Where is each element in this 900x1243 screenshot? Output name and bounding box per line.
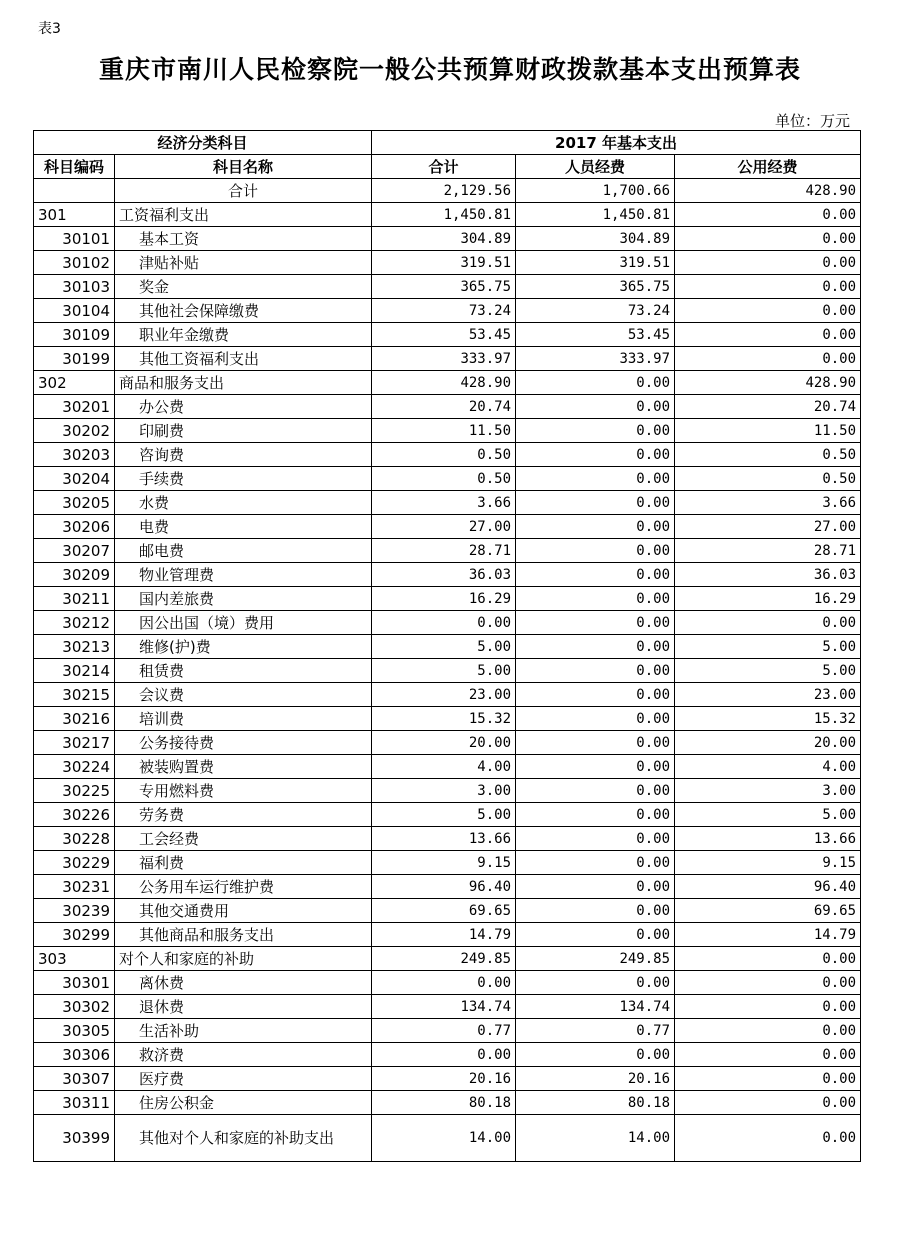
cell-total: 28.71 — [372, 539, 516, 563]
cell-personnel-funds: 0.00 — [516, 683, 675, 707]
cell-subject-name: 培训费 — [115, 707, 372, 731]
table-row — [34, 419, 861, 443]
table-row — [34, 611, 861, 635]
table-row — [34, 1115, 861, 1162]
table-row — [34, 923, 861, 947]
table-row — [34, 275, 861, 299]
cell-public-funds: 428.90 — [675, 371, 861, 395]
cell-subject-name: 生活补助 — [115, 1019, 372, 1043]
cell-subject-code: 30101 — [34, 227, 115, 251]
cell-public-funds: 15.32 — [675, 707, 861, 731]
cell-public-funds: 0.50 — [675, 467, 861, 491]
cell-public-funds: 27.00 — [675, 515, 861, 539]
cell-total: 5.00 — [372, 803, 516, 827]
cell-personnel-funds: 0.00 — [516, 731, 675, 755]
cell-total: 20.74 — [372, 395, 516, 419]
cell-subject-name: 合计 — [115, 179, 372, 203]
table-row — [34, 395, 861, 419]
table-row — [34, 323, 861, 347]
table-row — [34, 251, 861, 275]
cell-public-funds: 0.00 — [675, 227, 861, 251]
cell-subject-code: 30215 — [34, 683, 115, 707]
cell-public-funds: 9.15 — [675, 851, 861, 875]
table-row — [34, 707, 861, 731]
cell-personnel-funds: 0.00 — [516, 443, 675, 467]
cell-subject-name: 手续费 — [115, 467, 372, 491]
cell-personnel-funds: 134.74 — [516, 995, 675, 1019]
cell-subject-name: 对个人和家庭的补助 — [115, 947, 372, 971]
cell-total: 3.00 — [372, 779, 516, 803]
cell-personnel-funds: 0.00 — [516, 923, 675, 947]
cell-personnel-funds: 0.00 — [516, 1043, 675, 1067]
cell-subject-code: 30226 — [34, 803, 115, 827]
table-row — [34, 587, 861, 611]
cell-subject-code: 30102 — [34, 251, 115, 275]
cell-total: 0.50 — [372, 443, 516, 467]
cell-public-funds: 3.00 — [675, 779, 861, 803]
table-row — [34, 299, 861, 323]
cell-total: 2,129.56 — [372, 179, 516, 203]
cell-personnel-funds: 53.45 — [516, 323, 675, 347]
cell-subject-code: 30224 — [34, 755, 115, 779]
cell-subject-name: 因公出国（境）费用 — [115, 611, 372, 635]
cell-subject-name: 租赁费 — [115, 659, 372, 683]
header-personnel-funds: 人员经费 — [516, 155, 675, 179]
cell-total: 53.45 — [372, 323, 516, 347]
cell-public-funds: 0.00 — [675, 971, 861, 995]
cell-personnel-funds: 0.00 — [516, 971, 675, 995]
header-row-group — [34, 131, 861, 155]
table-row — [34, 539, 861, 563]
cell-public-funds: 3.66 — [675, 491, 861, 515]
cell-total: 73.24 — [372, 299, 516, 323]
cell-personnel-funds: 0.00 — [516, 563, 675, 587]
table-row — [34, 443, 861, 467]
table-row — [34, 347, 861, 371]
cell-total: 333.97 — [372, 347, 516, 371]
cell-subject-name: 商品和服务支出 — [115, 371, 372, 395]
cell-public-funds: 4.00 — [675, 755, 861, 779]
cell-personnel-funds: 249.85 — [516, 947, 675, 971]
cell-subject-code: 302 — [34, 371, 115, 395]
cell-total: 0.00 — [372, 971, 516, 995]
cell-total: 13.66 — [372, 827, 516, 851]
cell-subject-name: 职业年金缴费 — [115, 323, 372, 347]
cell-personnel-funds: 319.51 — [516, 251, 675, 275]
cell-subject-name: 电费 — [115, 515, 372, 539]
cell-personnel-funds: 20.16 — [516, 1067, 675, 1091]
table-row — [34, 635, 861, 659]
cell-subject-code: 30209 — [34, 563, 115, 587]
cell-public-funds: 0.00 — [675, 947, 861, 971]
cell-personnel-funds: 0.00 — [516, 803, 675, 827]
header-basic-expenditure: 2017 年基本支出 — [372, 131, 861, 155]
cell-subject-name: 退休费 — [115, 995, 372, 1019]
table-row — [34, 995, 861, 1019]
table-row — [34, 875, 861, 899]
table-row — [34, 371, 861, 395]
cell-total: 9.15 — [372, 851, 516, 875]
table-body — [34, 179, 861, 1162]
cell-subject-name: 办公费 — [115, 395, 372, 419]
cell-subject-code: 30217 — [34, 731, 115, 755]
cell-subject-name: 咨询费 — [115, 443, 372, 467]
table-row — [34, 899, 861, 923]
table-row — [34, 683, 861, 707]
table-row — [34, 227, 861, 251]
cell-total: 27.00 — [372, 515, 516, 539]
cell-public-funds: 5.00 — [675, 635, 861, 659]
table-row — [34, 803, 861, 827]
cell-subject-name: 奖金 — [115, 275, 372, 299]
cell-subject-code: 30214 — [34, 659, 115, 683]
cell-subject-name: 福利费 — [115, 851, 372, 875]
table-row — [34, 491, 861, 515]
table-row — [34, 659, 861, 683]
cell-public-funds: 428.90 — [675, 179, 861, 203]
cell-subject-code: 30299 — [34, 923, 115, 947]
cell-total: 319.51 — [372, 251, 516, 275]
cell-public-funds: 11.50 — [675, 419, 861, 443]
cell-subject-code: 30239 — [34, 899, 115, 923]
cell-personnel-funds: 0.00 — [516, 659, 675, 683]
cell-subject-name: 其他对个人和家庭的补助支出 — [115, 1115, 372, 1162]
cell-public-funds: 13.66 — [675, 827, 861, 851]
cell-total: 5.00 — [372, 635, 516, 659]
cell-total: 3.66 — [372, 491, 516, 515]
cell-total: 0.00 — [372, 1043, 516, 1067]
cell-personnel-funds: 0.00 — [516, 539, 675, 563]
cell-personnel-funds: 304.89 — [516, 227, 675, 251]
cell-personnel-funds: 14.00 — [516, 1115, 675, 1162]
cell-public-funds: 0.00 — [675, 203, 861, 227]
table-row — [34, 851, 861, 875]
cell-public-funds: 0.00 — [675, 1115, 861, 1162]
cell-subject-name: 医疗费 — [115, 1067, 372, 1091]
cell-total: 16.29 — [372, 587, 516, 611]
cell-total: 0.50 — [372, 467, 516, 491]
cell-public-funds: 0.00 — [675, 995, 861, 1019]
cell-personnel-funds: 0.77 — [516, 1019, 675, 1043]
cell-subject-name: 维修(护)费 — [115, 635, 372, 659]
cell-public-funds: 0.00 — [675, 251, 861, 275]
cell-public-funds: 14.79 — [675, 923, 861, 947]
cell-public-funds: 0.00 — [675, 275, 861, 299]
cell-subject-name: 住房公积金 — [115, 1091, 372, 1115]
cell-public-funds: 0.00 — [675, 1019, 861, 1043]
cell-subject-name: 基本工资 — [115, 227, 372, 251]
table-row — [34, 779, 861, 803]
cell-personnel-funds: 0.00 — [516, 515, 675, 539]
cell-personnel-funds: 0.00 — [516, 707, 675, 731]
cell-personnel-funds: 0.00 — [516, 875, 675, 899]
cell-subject-name: 会议费 — [115, 683, 372, 707]
cell-public-funds: 28.71 — [675, 539, 861, 563]
table-row — [34, 1067, 861, 1091]
cell-total: 14.00 — [372, 1115, 516, 1162]
cell-subject-code: 303 — [34, 947, 115, 971]
cell-total: 428.90 — [372, 371, 516, 395]
cell-subject-name: 公务用车运行维护费 — [115, 875, 372, 899]
table-row — [34, 467, 861, 491]
cell-public-funds: 0.00 — [675, 347, 861, 371]
cell-subject-code: 30302 — [34, 995, 115, 1019]
cell-subject-name: 国内差旅费 — [115, 587, 372, 611]
header-subject-name: 科目名称 — [115, 155, 372, 179]
cell-subject-code: 30216 — [34, 707, 115, 731]
header-public-funds: 公用经费 — [675, 155, 861, 179]
cell-public-funds: 20.00 — [675, 731, 861, 755]
table-row — [34, 179, 861, 203]
cell-public-funds: 0.00 — [675, 299, 861, 323]
table-header — [34, 131, 861, 179]
table-row — [34, 971, 861, 995]
cell-subject-name: 救济费 — [115, 1043, 372, 1067]
cell-total: 20.16 — [372, 1067, 516, 1091]
cell-total: 96.40 — [372, 875, 516, 899]
cell-total: 5.00 — [372, 659, 516, 683]
cell-subject-code: 30228 — [34, 827, 115, 851]
cell-subject-code: 30231 — [34, 875, 115, 899]
cell-subject-code: 30213 — [34, 635, 115, 659]
cell-public-funds: 23.00 — [675, 683, 861, 707]
header-total: 合计 — [372, 155, 516, 179]
cell-personnel-funds: 1,450.81 — [516, 203, 675, 227]
document-title: 重庆市南川人民检察院一般公共预算财政拨款基本支出预算表 — [98, 55, 801, 84]
cell-subject-code: 30306 — [34, 1043, 115, 1067]
header-economic-category: 经济分类科目 — [34, 131, 372, 155]
cell-total: 0.00 — [372, 611, 516, 635]
cell-total: 14.79 — [372, 923, 516, 947]
cell-personnel-funds: 80.18 — [516, 1091, 675, 1115]
cell-subject-code: 30301 — [34, 971, 115, 995]
cell-public-funds: 0.00 — [675, 323, 861, 347]
cell-total: 80.18 — [372, 1091, 516, 1115]
cell-subject-code: 30225 — [34, 779, 115, 803]
cell-subject-code: 30207 — [34, 539, 115, 563]
cell-subject-name: 水费 — [115, 491, 372, 515]
table-row — [34, 203, 861, 227]
cell-subject-name: 其他交通费用 — [115, 899, 372, 923]
cell-public-funds: 0.50 — [675, 443, 861, 467]
cell-subject-code: 30103 — [34, 275, 115, 299]
table-label: 表3 — [38, 21, 61, 37]
header-subject-code: 科目编码 — [34, 155, 115, 179]
cell-personnel-funds: 0.00 — [516, 371, 675, 395]
budget-table — [33, 130, 861, 1162]
cell-subject-name: 工资福利支出 — [115, 203, 372, 227]
cell-public-funds: 0.00 — [675, 1043, 861, 1067]
table-row — [34, 1043, 861, 1067]
cell-subject-name: 工会经费 — [115, 827, 372, 851]
cell-public-funds: 96.40 — [675, 875, 861, 899]
cell-public-funds: 16.29 — [675, 587, 861, 611]
cell-total: 36.03 — [372, 563, 516, 587]
cell-public-funds: 36.03 — [675, 563, 861, 587]
cell-subject-name: 劳务费 — [115, 803, 372, 827]
cell-subject-name: 物业管理费 — [115, 563, 372, 587]
cell-subject-code: 30206 — [34, 515, 115, 539]
cell-personnel-funds: 0.00 — [516, 467, 675, 491]
cell-total: 15.32 — [372, 707, 516, 731]
cell-total: 69.65 — [372, 899, 516, 923]
cell-personnel-funds: 0.00 — [516, 899, 675, 923]
cell-personnel-funds: 73.24 — [516, 299, 675, 323]
cell-subject-name: 津贴补贴 — [115, 251, 372, 275]
cell-personnel-funds: 0.00 — [516, 395, 675, 419]
cell-personnel-funds: 0.00 — [516, 779, 675, 803]
unit-label: 单位：万元 — [774, 112, 850, 130]
cell-public-funds: 5.00 — [675, 803, 861, 827]
cell-subject-name: 专用燃料费 — [115, 779, 372, 803]
cell-subject-name: 印刷费 — [115, 419, 372, 443]
cell-personnel-funds: 333.97 — [516, 347, 675, 371]
cell-subject-code: 30212 — [34, 611, 115, 635]
cell-personnel-funds: 0.00 — [516, 635, 675, 659]
table-row — [34, 1019, 861, 1043]
cell-total: 4.00 — [372, 755, 516, 779]
cell-subject-code: 30399 — [34, 1115, 115, 1162]
cell-subject-code: 30201 — [34, 395, 115, 419]
cell-subject-code: 30104 — [34, 299, 115, 323]
table-row — [34, 947, 861, 971]
cell-personnel-funds: 0.00 — [516, 611, 675, 635]
cell-subject-code: 30307 — [34, 1067, 115, 1091]
cell-public-funds: 0.00 — [675, 611, 861, 635]
cell-subject-code: 30109 — [34, 323, 115, 347]
cell-subject-name: 邮电费 — [115, 539, 372, 563]
cell-subject-code: 30305 — [34, 1019, 115, 1043]
cell-public-funds: 20.74 — [675, 395, 861, 419]
cell-subject-code: 30311 — [34, 1091, 115, 1115]
header-row-columns — [34, 155, 861, 179]
cell-public-funds: 0.00 — [675, 1091, 861, 1115]
cell-subject-name: 离休费 — [115, 971, 372, 995]
cell-subject-code — [34, 179, 115, 203]
cell-public-funds: 0.00 — [675, 1067, 861, 1091]
cell-total: 23.00 — [372, 683, 516, 707]
cell-subject-code: 30199 — [34, 347, 115, 371]
cell-subject-code: 30203 — [34, 443, 115, 467]
cell-personnel-funds: 0.00 — [516, 851, 675, 875]
cell-personnel-funds: 1,700.66 — [516, 179, 675, 203]
table-row — [34, 515, 861, 539]
cell-subject-code: 30204 — [34, 467, 115, 491]
cell-subject-name: 公务接待费 — [115, 731, 372, 755]
cell-subject-code: 30202 — [34, 419, 115, 443]
cell-total: 0.77 — [372, 1019, 516, 1043]
cell-personnel-funds: 0.00 — [516, 827, 675, 851]
table-row — [34, 731, 861, 755]
cell-personnel-funds: 0.00 — [516, 587, 675, 611]
cell-total: 20.00 — [372, 731, 516, 755]
cell-total: 11.50 — [372, 419, 516, 443]
cell-subject-code: 301 — [34, 203, 115, 227]
table-row — [34, 563, 861, 587]
cell-personnel-funds: 0.00 — [516, 419, 675, 443]
cell-total: 365.75 — [372, 275, 516, 299]
cell-personnel-funds: 365.75 — [516, 275, 675, 299]
table-row — [34, 827, 861, 851]
cell-subject-code: 30205 — [34, 491, 115, 515]
cell-subject-name: 其他社会保障缴费 — [115, 299, 372, 323]
table-row — [34, 1091, 861, 1115]
cell-public-funds: 69.65 — [675, 899, 861, 923]
cell-subject-code: 30211 — [34, 587, 115, 611]
cell-total: 134.74 — [372, 995, 516, 1019]
cell-subject-code: 30229 — [34, 851, 115, 875]
cell-personnel-funds: 0.00 — [516, 491, 675, 515]
cell-total: 304.89 — [372, 227, 516, 251]
cell-personnel-funds: 0.00 — [516, 755, 675, 779]
cell-subject-name: 其他商品和服务支出 — [115, 923, 372, 947]
cell-total: 1,450.81 — [372, 203, 516, 227]
cell-subject-name: 被装购置费 — [115, 755, 372, 779]
cell-total: 249.85 — [372, 947, 516, 971]
table-row — [34, 755, 861, 779]
cell-subject-name: 其他工资福利支出 — [115, 347, 372, 371]
cell-public-funds: 5.00 — [675, 659, 861, 683]
